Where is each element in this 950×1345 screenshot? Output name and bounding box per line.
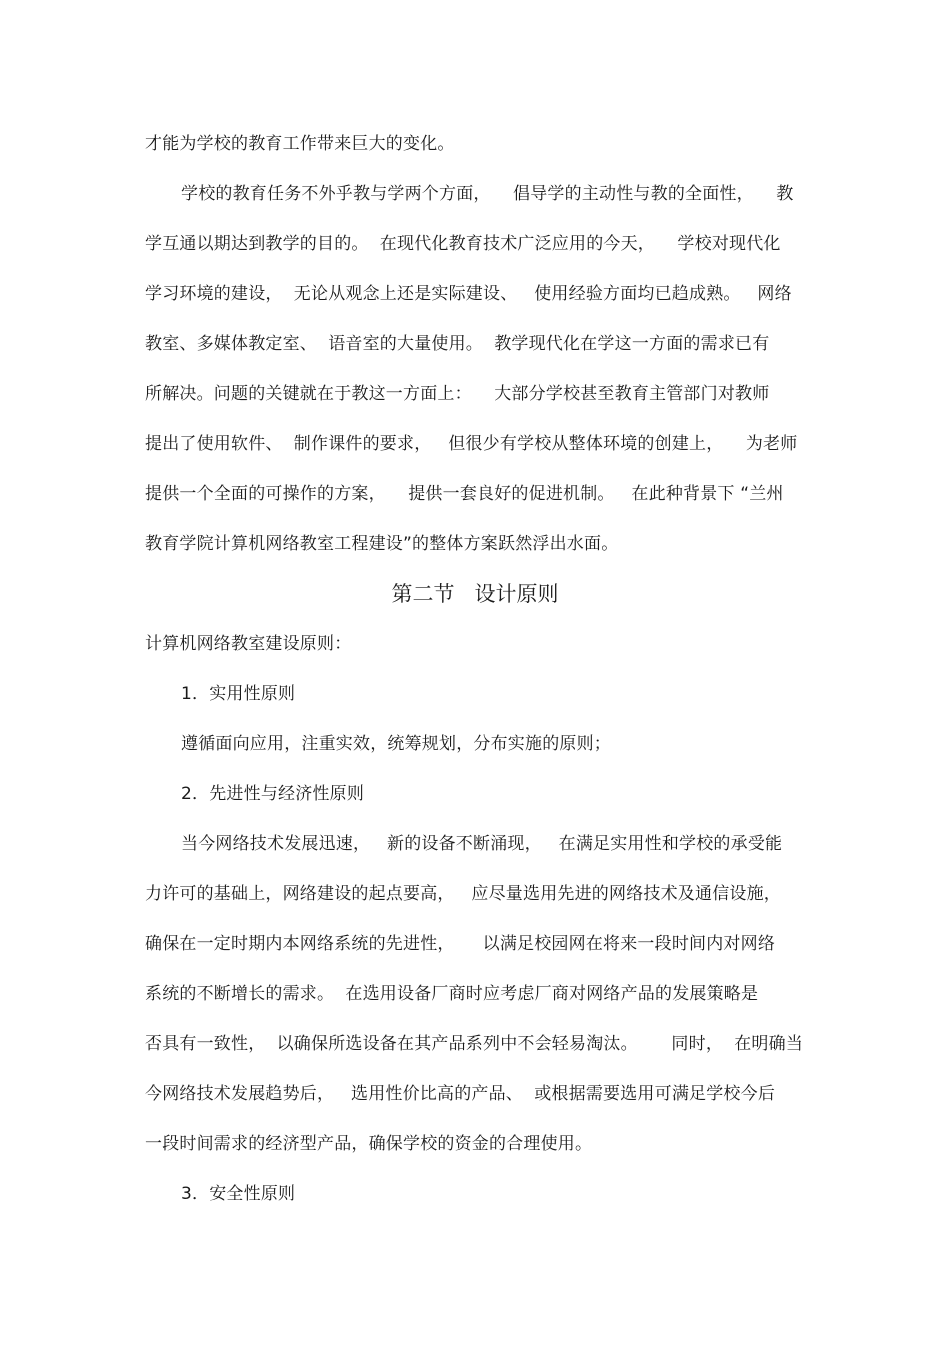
principle-2-heading: 2．先进性与经济性原则: [181, 784, 365, 804]
paragraph-2-line-8: 教育学院计算机网络教室工程建设”的整体方案跃然浮出水面。: [145, 534, 619, 554]
paragraph-2-line-1: 学校的教育任务不外乎教与学两个方面， 倡导学的主动性与教的全面性， 教: [181, 184, 794, 204]
paragraph-2-line-7: 提供一个全面的可操作的方案， 提供一套良好的促进机制。 在此种背景下 “兰州: [145, 484, 784, 504]
principle-2-line-5: 否具有一致性， 以确保所选设备在其产品系列中不会轻易淘汰。 同时， 在明确当: [145, 1034, 804, 1054]
paragraph-2-line-6: 提出了使用软件、 制作课件的要求， 但很少有学校从整体环境的创建上， 为老师: [145, 434, 798, 454]
principle-2-line-3: 确保在一定时期内本网络系统的先进性， 以满足校园网在将来一段时间内对网络: [145, 934, 776, 954]
paragraph-2-line-4: 教室、多媒体教定室、 语音室的大量使用。 教学现代化在学这一方面的需求已有: [145, 334, 770, 354]
principle-2-line-6: 今网络技术发展趋势后， 选用性价比高的产品、 或根据需要选用可满足学校今后: [145, 1084, 776, 1104]
section-title: 第二节 设计原则: [391, 582, 559, 606]
principle-1-text: 遵循面向应用，注重实效，统筹规划，分布实施的原则；: [181, 734, 611, 754]
principle-3-heading: 3．安全性原则: [181, 1184, 296, 1204]
principle-2-line-1: 当今网络技术发展迅速， 新的设备不断涌现， 在满足实用性和学校的承受能: [181, 834, 783, 854]
paragraph-2-line-3: 学习环境的建设， 无论从观念上还是实际建设、 使用经验方面均已趋成熟。 网络: [145, 284, 792, 304]
paragraph-2-line-5: 所解决。问题的关键就在于教这一方面上： 大部分学校甚至教育主管部门对教师: [145, 384, 770, 404]
principle-1-heading: 1．实用性原则: [181, 684, 296, 704]
principle-2-line-4: 系统的不断增长的需求。 在选用设备厂商时应考虑厂商对网络产品的发展策略是: [145, 984, 759, 1004]
paragraph-1-line-1: 才能为学校的教育工作带来巨大的变化。: [145, 134, 455, 154]
intro-line: 计算机网络教室建设原则：: [145, 634, 352, 654]
principle-2-line-2: 力许可的基础上，网络建设的起点要高， 应尽量选用先进的网络技术及通信设施，: [145, 884, 782, 904]
principle-2-line-7: 一段时间需求的经济型产品，确保学校的资金的合理使用。: [145, 1134, 593, 1154]
paragraph-2-line-2: 学互通以期达到教学的目的。 在现代化教育技术广泛应用的今天， 学校对现代化: [145, 234, 781, 254]
